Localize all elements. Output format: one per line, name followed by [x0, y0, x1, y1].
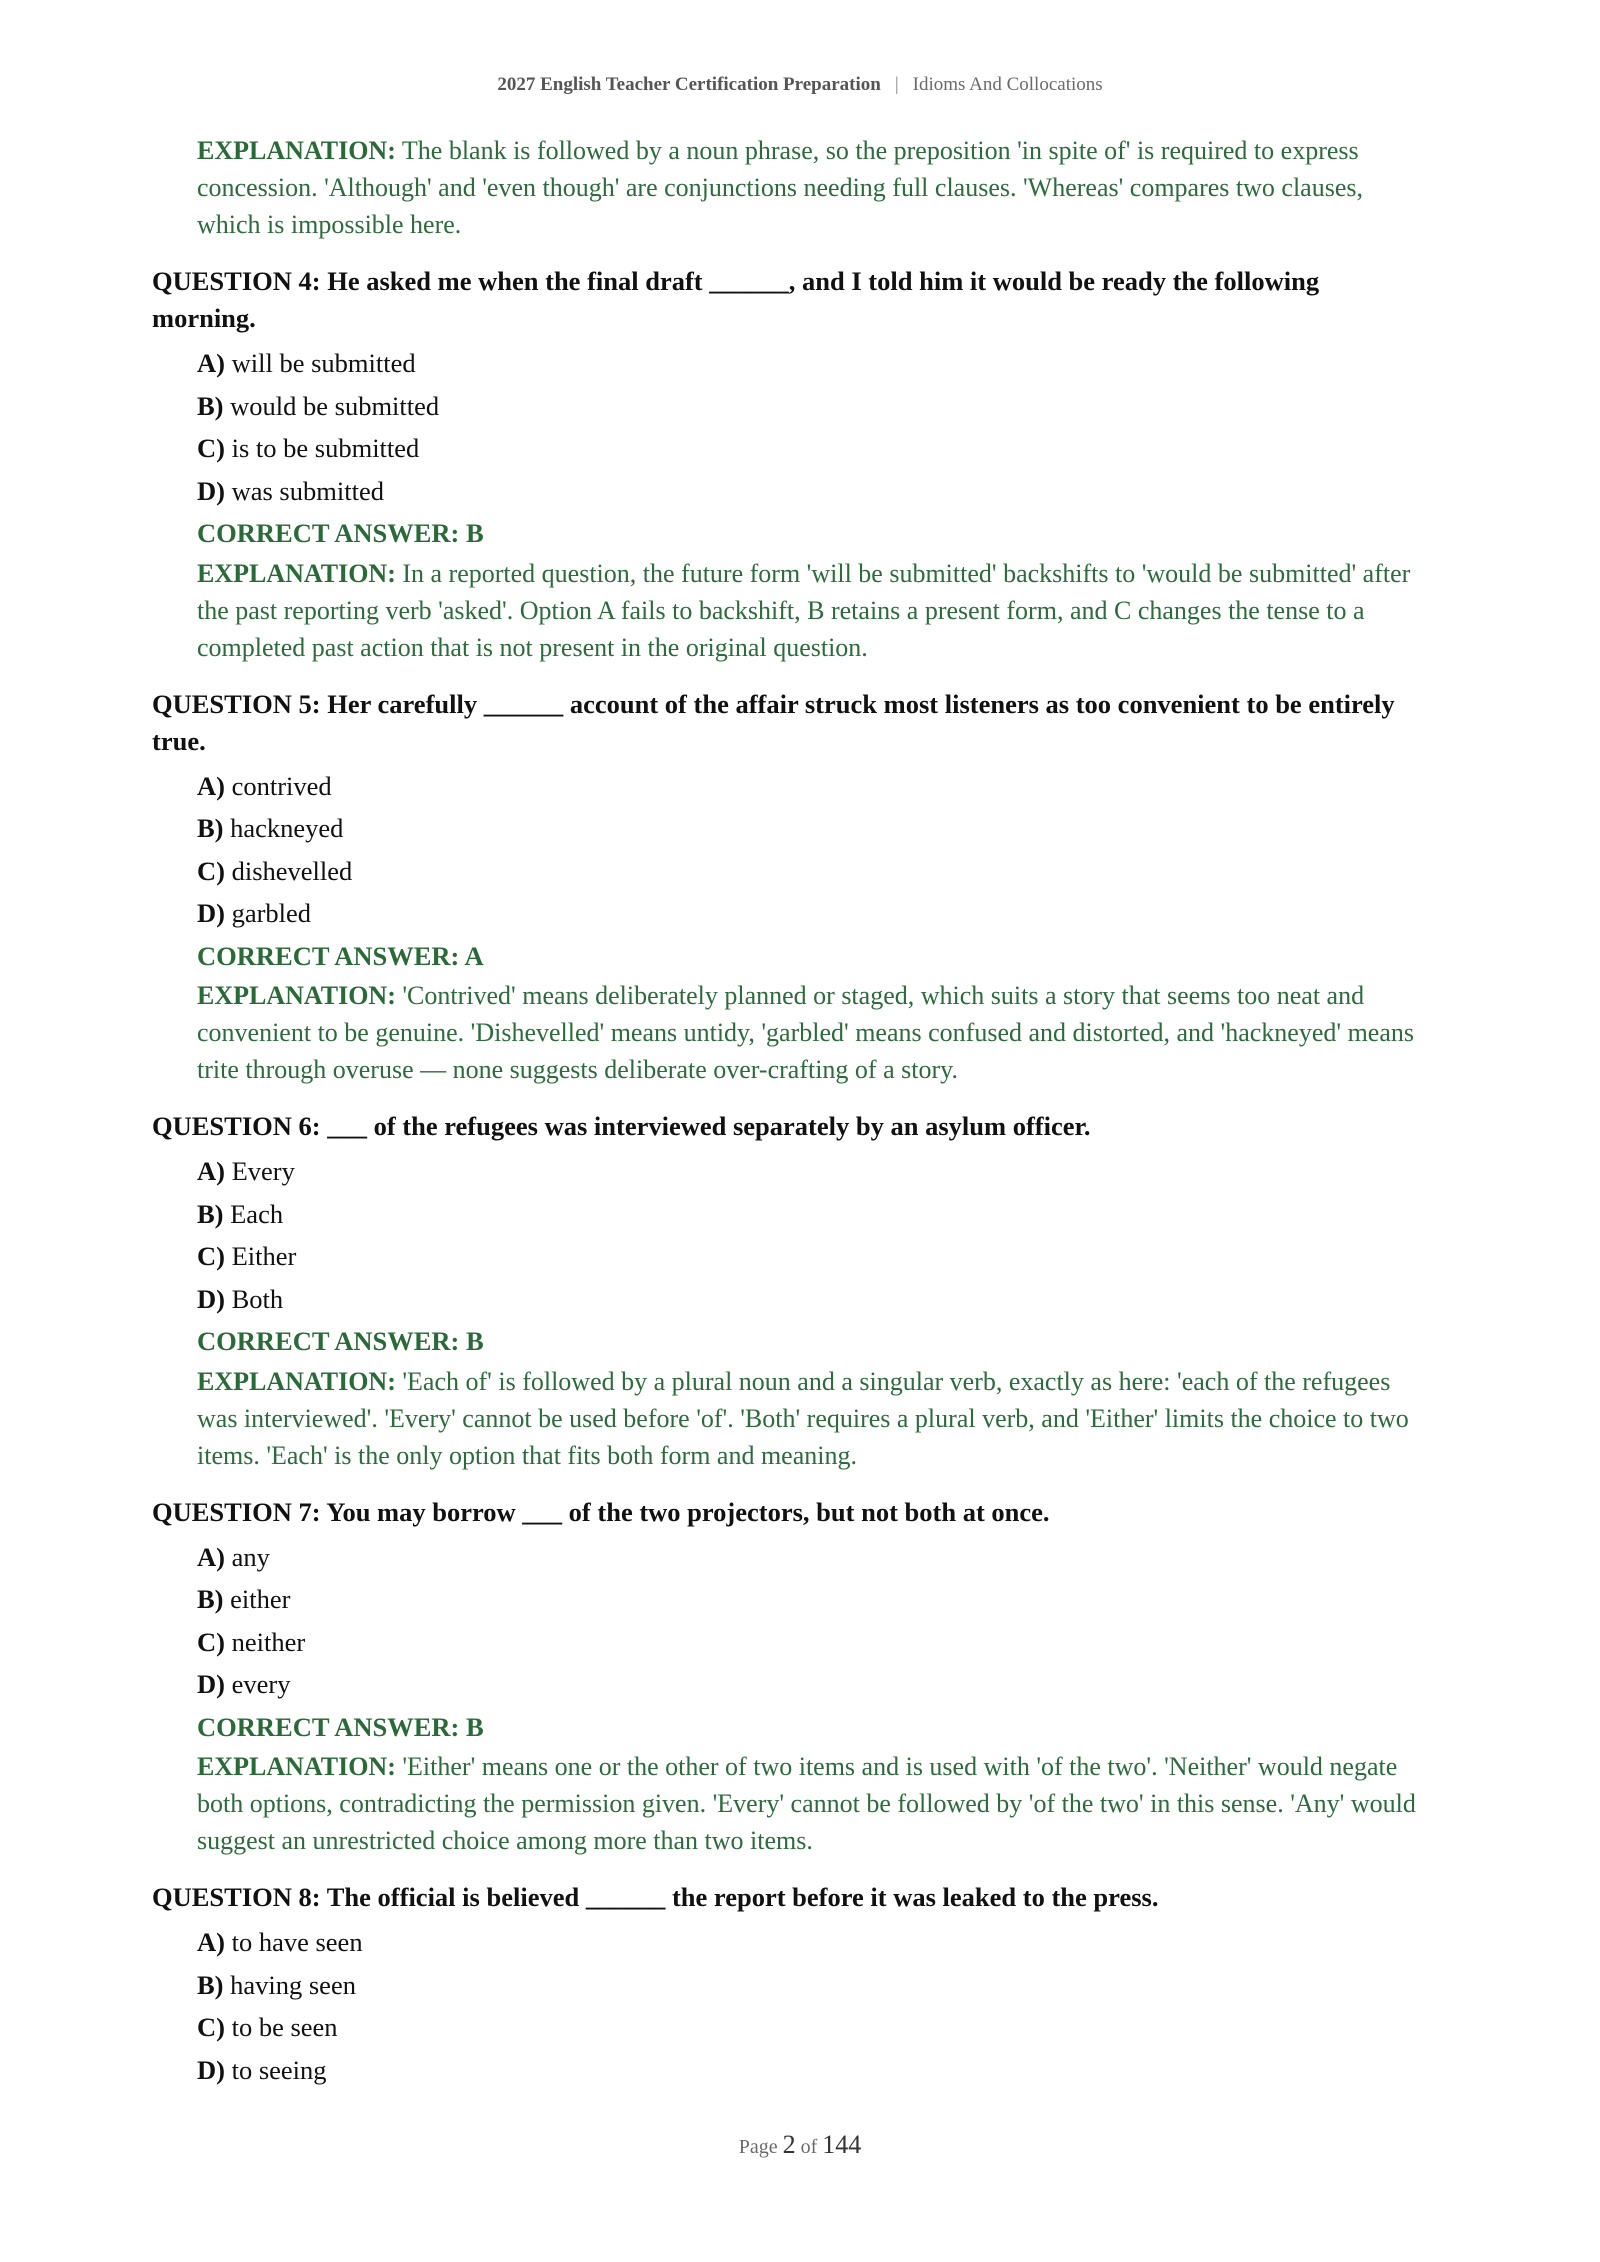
question-5-title: QUESTION 5: Her carefully ______ account of the affair struck most listeners as too convenient to be entirely true.	[152, 688, 1395, 756]
page-word: Page	[738, 2136, 778, 2158]
explanation-label: EXPLANATION:	[197, 1752, 396, 1781]
option-b	[197, 807, 1422, 850]
option-text: to have seen	[231, 1927, 363, 1957]
option-letter: A)	[197, 770, 225, 801]
option-c	[197, 1235, 1422, 1278]
option-letter: B)	[197, 1969, 224, 2000]
option-letter: A)	[197, 348, 225, 378]
option-text: either	[230, 1584, 291, 1614]
option-text: dishevelled	[231, 855, 353, 886]
option-letter: D)	[197, 475, 225, 506]
question-6-title: QUESTION 6: ___ of the refugees was interviewed separately by an asylum officer.	[152, 1111, 1091, 1141]
option-a	[197, 765, 1422, 808]
option-text: to be seen	[231, 2012, 338, 2042]
option-letter: B)	[197, 1198, 224, 1229]
question-8-title: QUESTION 8: The official is believed ______ the report before it was leaked to the press.	[152, 1882, 1159, 1912]
option-d	[197, 892, 1422, 935]
question-block-6	[152, 1108, 1422, 1474]
question-4-options	[197, 342, 1422, 512]
option-letter: D)	[197, 1669, 225, 1699]
question-7-options	[197, 1536, 1422, 1706]
option-letter: D)	[197, 1283, 225, 1314]
option-b	[197, 1193, 1422, 1236]
option-letter: C)	[197, 855, 225, 886]
document-title: 2027 English Teacher Certification Preparation	[497, 74, 881, 95]
explanation-text: 'Contrived' means deliberately planned or staged, which suits a story that seems too neat and convenient to be genuine. 'Dishevelled' means untidy, 'garbled' means confused and distorted, and 'hackneyed' means trite through overuse — none suggests deliberate over-crafting of a story.	[197, 981, 1414, 1084]
option-a	[197, 1921, 1422, 1964]
option-text: any	[231, 1541, 270, 1572]
option-text: to seeing	[231, 2054, 327, 2085]
question-7-explanation	[197, 1748, 1422, 1859]
option-a	[197, 342, 1422, 385]
option-d	[197, 470, 1422, 513]
option-letter: A)	[197, 1156, 225, 1186]
question-block-7	[152, 1494, 1422, 1860]
question-6-options	[197, 1150, 1422, 1320]
explanation-text: 'Each of' is followed by a plural noun and a singular verb, exactly as here: 'each of the refugees was interviewed'. 'Every' cannot be used before 'of'. 'Both' requires a plural verb, and 'Either' limits the choice to two items. 'Each' is the only option that fits both form and meaning.	[197, 1366, 1409, 1470]
intro-explanation	[197, 132, 1422, 243]
option-c	[197, 850, 1422, 893]
option-d	[197, 2049, 1422, 2092]
option-text: Either	[231, 1241, 297, 1271]
option-text: Every	[231, 1156, 295, 1186]
option-letter: B)	[197, 390, 224, 421]
option-c	[197, 427, 1422, 470]
option-c	[197, 2006, 1422, 2049]
question-block-5	[152, 686, 1422, 1089]
option-text: garbled	[231, 898, 312, 928]
option-text: will be submitted	[231, 348, 416, 378]
option-letter: C)	[197, 2012, 225, 2042]
option-b	[197, 1578, 1422, 1621]
option-d	[197, 1663, 1422, 1706]
option-letter: D)	[197, 898, 225, 928]
question-6-explanation	[197, 1363, 1422, 1474]
option-letter: A)	[197, 1927, 225, 1957]
option-letter: B)	[197, 1584, 224, 1614]
page-header	[0, 74, 1600, 96]
option-c	[197, 1621, 1422, 1664]
option-b	[197, 385, 1422, 428]
explanation-label: EXPLANATION:	[197, 1366, 396, 1396]
option-letter: C)	[197, 433, 225, 463]
option-letter: C)	[197, 1626, 225, 1657]
option-text: would be submitted	[230, 390, 440, 421]
option-text: is to be submitted	[231, 433, 420, 463]
correct-answer: CORRECT ANSWER: B	[197, 518, 484, 548]
explanation-label: EXPLANATION:	[197, 558, 396, 588]
question-7-title: QUESTION 7: You may borrow ___ of the two projectors, but not both at once.	[152, 1496, 1050, 1527]
explanation-text: In a reported question, the future form 'will be submitted' backshifts to 'would be submitted' after the past reporting verb 'asked'. Option A fails to backshift, B retains a present form, and C changes the tense to a completed past action that is not present in the original question.	[197, 558, 1411, 662]
question-8-options	[197, 1921, 1422, 2091]
option-text: contrived	[231, 770, 332, 801]
option-text: Each	[230, 1198, 284, 1229]
question-5-explanation	[197, 977, 1422, 1088]
correct-answer: CORRECT ANSWER: B	[197, 1326, 484, 1356]
option-b	[197, 1964, 1422, 2007]
option-text: having seen	[230, 1969, 356, 2000]
section-title: Idioms And Collocations	[912, 74, 1103, 95]
option-text: was submitted	[231, 475, 384, 506]
option-text: neither	[231, 1626, 306, 1657]
question-5-options	[197, 765, 1422, 935]
question-4-explanation	[197, 555, 1422, 666]
explanation-text: The blank is followed by a noun phrase, so the preposition 'in spite of' is required to express concession. 'Although' and 'even though' are conjunctions needing full clauses. 'Whereas' compares two clauses, which is impossible here.	[197, 136, 1363, 239]
option-a	[197, 1536, 1422, 1579]
question-block-8	[152, 1879, 1422, 2091]
question-block-4	[152, 263, 1422, 666]
explanation-label: EXPLANATION:	[197, 136, 396, 165]
option-letter: B)	[197, 813, 224, 843]
total-pages: 144	[822, 2130, 862, 2159]
option-letter: D)	[197, 2054, 225, 2085]
page-footer	[0, 2130, 1600, 2160]
explanation-label: EXPLANATION:	[197, 981, 396, 1010]
question-4-title: QUESTION 4: He asked me when the final draft ______, and I told him it would be ready the following morning.	[152, 266, 1320, 333]
option-text: hackneyed	[230, 813, 344, 843]
correct-answer: CORRECT ANSWER: A	[197, 940, 484, 971]
explanation-text: 'Either' means one or the other of two items and is used with 'of the two'. 'Neither' would negate both options, contradicting the permission given. 'Every' cannot be followed by 'of the two' in this sense. 'Any' would suggest an unrestricted choice among more than two items.	[197, 1752, 1416, 1855]
header-separator: |	[894, 74, 899, 95]
option-text: every	[231, 1669, 291, 1699]
option-text: Both	[231, 1283, 284, 1314]
option-letter: A)	[197, 1541, 225, 1572]
option-a	[197, 1150, 1422, 1193]
option-d	[197, 1278, 1422, 1321]
page-number: 2	[782, 2130, 796, 2159]
page-content	[152, 132, 1422, 2091]
option-letter: C)	[197, 1241, 225, 1271]
of-word: of	[800, 2136, 818, 2158]
correct-answer: CORRECT ANSWER: B	[197, 1711, 484, 1742]
